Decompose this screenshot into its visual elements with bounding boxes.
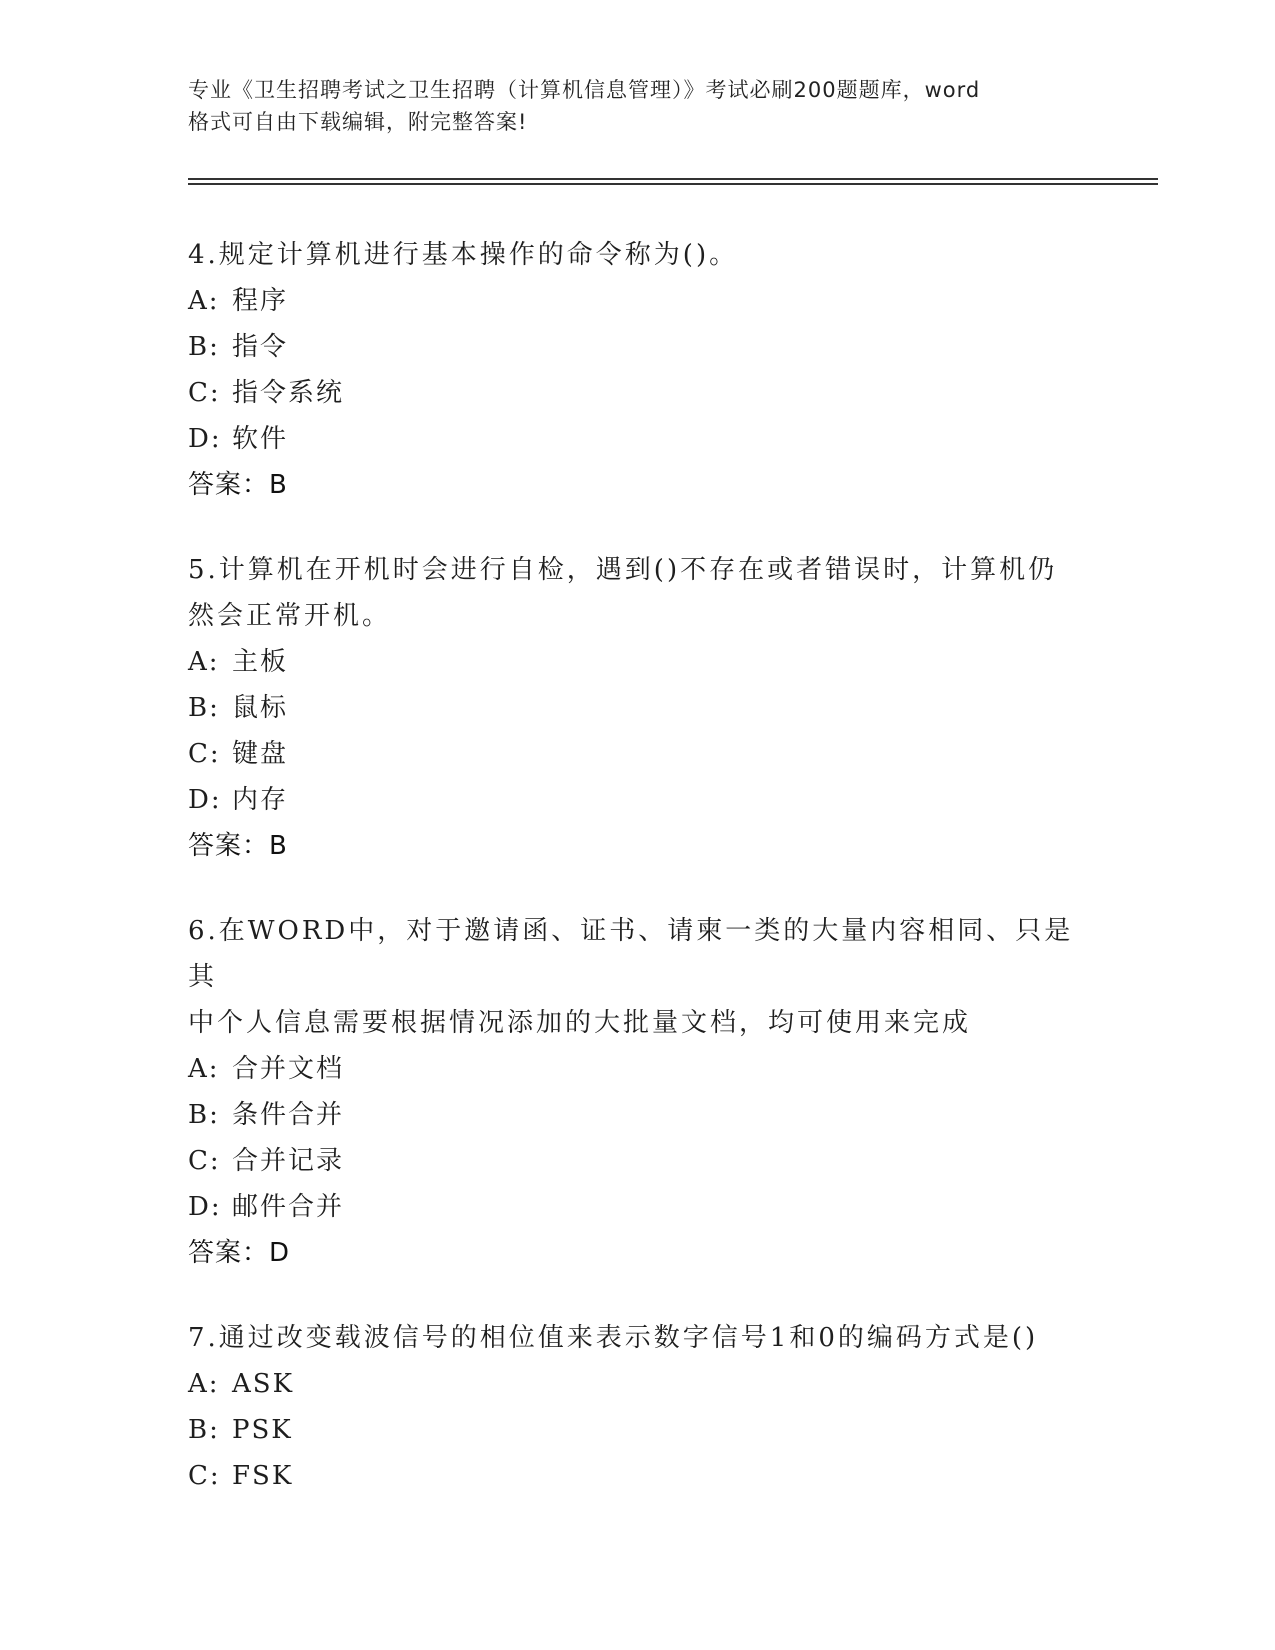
question-block xyxy=(188,908,1088,1276)
question-stem-line: 7.通过改变载波信号的相位值来表示数字信号1和0的编码方式是() xyxy=(188,1323,1039,1353)
header-divider-bottom xyxy=(188,183,1158,185)
option-text: 程序 xyxy=(232,286,289,316)
option-text: 指令系统 xyxy=(232,378,345,408)
question-stem-line: 5.计算机在开机时会进行自检，遇到()不存在或者错误时，计算机仍 xyxy=(188,555,1058,585)
answer-option xyxy=(188,731,1088,777)
question-list xyxy=(188,232,1088,1538)
option-text: 主板 xyxy=(232,647,289,677)
question-block xyxy=(188,547,1088,869)
question-stem-line: 6.在WORD中，对于邀请函、证书、请柬一类的大量内容相同、只是其 xyxy=(188,916,1074,992)
question-stem-line: 然会正常开机。 xyxy=(188,601,392,631)
answer-option xyxy=(188,1407,1088,1453)
header-line-2: 格式可自由下载编辑，附完整答案! xyxy=(188,110,528,134)
option-text: 鼠标 xyxy=(232,693,289,723)
option-text: 键盘 xyxy=(232,739,289,769)
answer-option xyxy=(188,1092,1088,1138)
option-text: FSK xyxy=(232,1461,294,1491)
question-stem-line: 4.规定计算机进行基本操作的命令称为()。 xyxy=(188,240,739,270)
option-key: D: xyxy=(188,785,222,815)
option-key: C: xyxy=(188,1461,221,1491)
answer-option xyxy=(188,1361,1088,1407)
option-key: C: xyxy=(188,739,221,769)
option-text: 指令 xyxy=(232,332,289,362)
answer-option xyxy=(188,1138,1088,1184)
header-divider-top xyxy=(188,178,1158,180)
option-text: ASK xyxy=(232,1369,295,1399)
answer-option xyxy=(188,324,1088,370)
option-key: B: xyxy=(188,693,220,723)
option-key: A: xyxy=(188,1054,220,1084)
answer-key: 答案：B xyxy=(188,831,288,861)
option-key: B: xyxy=(188,1415,220,1445)
answer-option xyxy=(188,777,1088,823)
option-key: A: xyxy=(188,647,220,677)
option-text: 邮件合并 xyxy=(232,1192,345,1222)
option-key: B: xyxy=(188,332,220,362)
option-key: D: xyxy=(188,424,222,454)
answer-option xyxy=(188,416,1088,462)
answer-option xyxy=(188,639,1088,685)
option-key: C: xyxy=(188,378,221,408)
question-block xyxy=(188,232,1088,508)
option-text: 合并记录 xyxy=(232,1146,345,1176)
answer-option xyxy=(188,370,1088,416)
document-header xyxy=(188,74,1088,138)
answer-option xyxy=(188,685,1088,731)
option-text: 合并文档 xyxy=(232,1054,345,1084)
option-text: 软件 xyxy=(232,424,289,454)
question-block xyxy=(188,1315,1088,1499)
option-key: A: xyxy=(188,286,220,316)
header-line-1: 专业《卫生招聘考试之卫生招聘（计算机信息管理）》考试必刷200题题库，word xyxy=(188,78,981,102)
option-key: B: xyxy=(188,1100,220,1130)
answer-option xyxy=(188,1046,1088,1092)
answer-key: 答案：D xyxy=(188,1238,291,1268)
answer-option xyxy=(188,278,1088,324)
option-key: A: xyxy=(188,1369,220,1399)
option-text: PSK xyxy=(232,1415,293,1445)
answer-option xyxy=(188,1184,1088,1230)
option-text: 内存 xyxy=(232,785,289,815)
answer-option xyxy=(188,1453,1088,1499)
option-key: C: xyxy=(188,1146,221,1176)
option-key: D: xyxy=(188,1192,222,1222)
question-stem-line: 中个人信息需要根据情况添加的大批量文档，均可使用来完成 xyxy=(188,1008,972,1038)
answer-key: 答案：B xyxy=(188,470,288,500)
option-text: 条件合并 xyxy=(232,1100,345,1130)
